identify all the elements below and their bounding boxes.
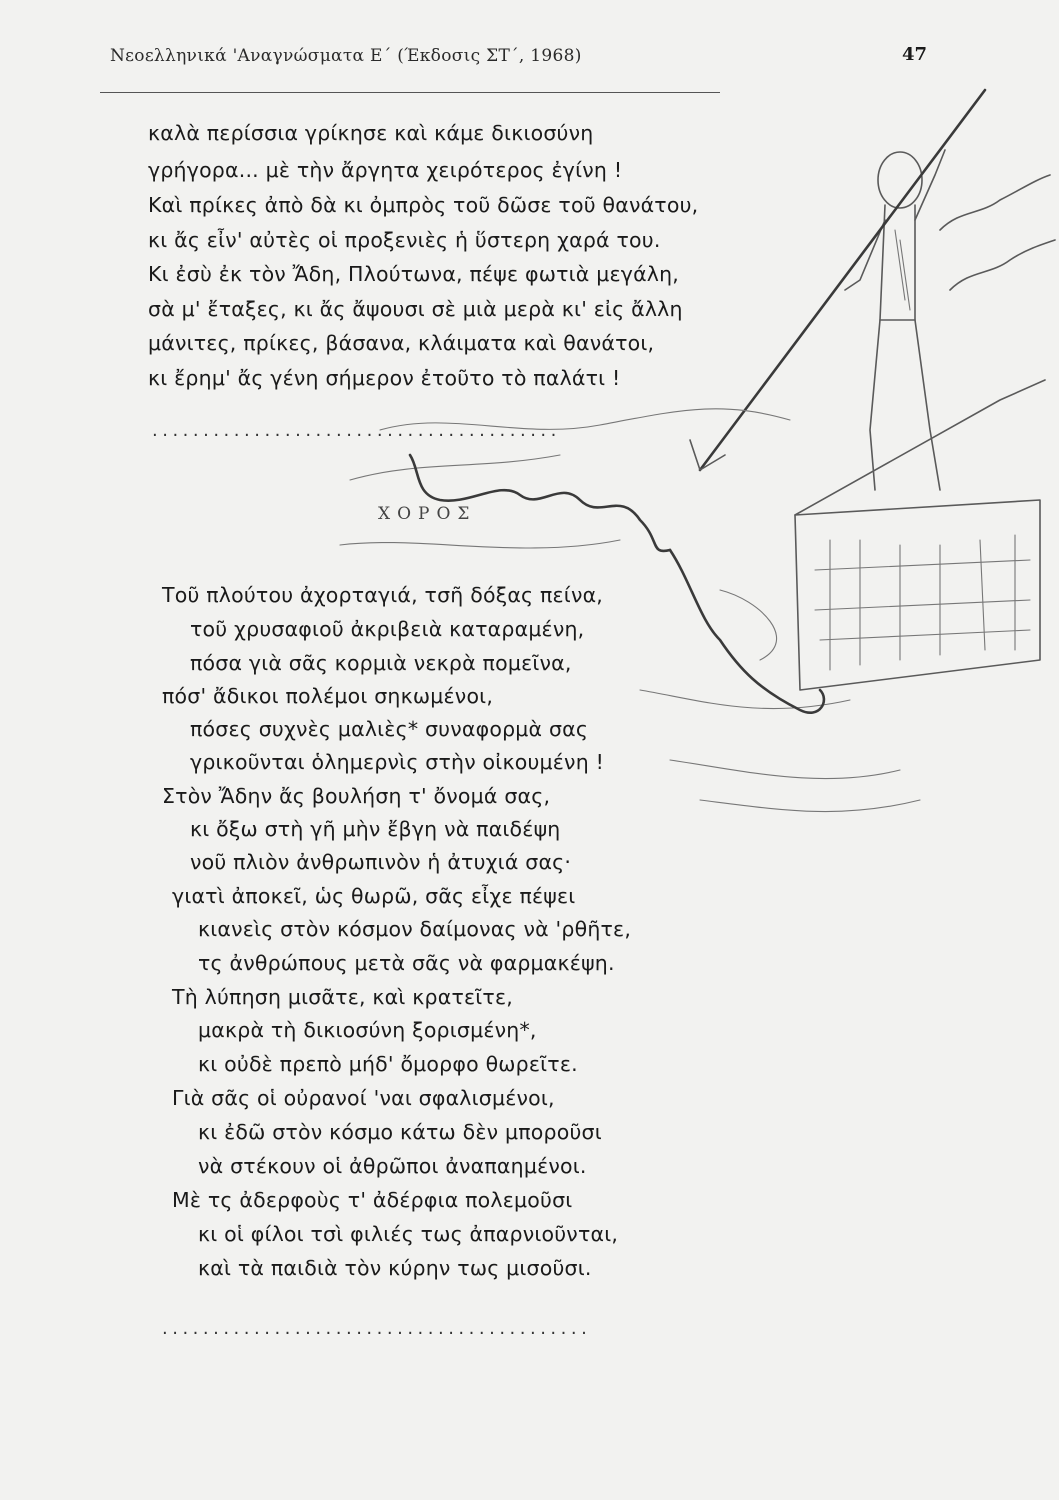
stanza-line: κι ἄς εἶν' αὐτὲς οἱ προξενιὲς ἡ ὕστερη χαρά του. [148,228,661,252]
stanza-line: Καὶ πρίκες ἀπὸ δὰ κι ὀμπρὸς τοῦ δῶσε τοῦ θανάτου, [148,193,699,217]
chorus-line: Στὸν Ἄδην ἄς βουλήση τ' ὄνομά σας, [162,784,551,808]
stanza-line: σὰ μ' ἔταξες, κι ἄς ἄψουσι σὲ μιὰ μερὰ κι' εἰς ἄλλη [148,297,683,321]
chorus-line: καὶ τὰ παιδιὰ τὸν κύρην τως μισοῦσι. [198,1256,592,1280]
page-number: 47 [902,44,928,65]
chorus-line: Μὲ τς ἀδερφοὺς τ' ἀδέρφια πολεμοῦσι [172,1188,573,1212]
header-rule [100,92,720,93]
chorus-line: Τοῦ πλούτου ἀχορταγιά, τσῆ δόξας πείνα, [162,583,604,607]
stanza-line: μάνιτες, πρίκες, βάσανα, κλάιματα καὶ θανάτοι, [148,331,655,355]
chorus-line: Τὴ λύπηση μισᾶτε, καὶ κρατεῖτε, [172,985,513,1009]
chorus-line: νὰ στέκουν οἱ ἀθρῶποι ἀναπαημένοι. [198,1154,587,1178]
stanza-line: καλὰ περίσσια γρίκησε καὶ κάμε δικιοσύνη [148,121,594,145]
stanza-line: γρήγορα... μὲ τὴν ἄργητα χειρότερος ἐγίνη ! [148,158,623,182]
chorus-line: κι ὄξω στὴ γῆ μὴν ἔβγη νὰ παιδέψη [190,817,561,841]
chorus-line: τοῦ χρυσαφιοῦ ἀκριβειὰ καταραμένη, [190,617,585,641]
chorus-heading: ΧΟΡΟΣ [378,504,477,524]
stanza-line: κι ἔρημ' ἄς γένη σήμερον ἐτοῦτο τὸ παλάτι ! [148,366,621,390]
chorus-line: πόσα γιὰ σᾶς κορμιὰ νεκρὰ πομεῖνα, [190,651,572,675]
figure-drawing [690,90,985,490]
chorus-line: κι οἱ φίλοι τσὶ φιλιές τως ἀπαρνιοῦνται, [198,1222,619,1246]
building-drawing [795,380,1045,690]
chorus-line: γιατὶ ἀποκεῖ, ὡς θωρῶ, σᾶς εἶχε πέψει [172,884,576,908]
chorus-line: νοῦ πλιὸν ἀνθρωπινὸν ἡ ἀτυχιά σας· [190,850,572,874]
closing-dots: .......................................... [162,1318,592,1339]
separator-dots: ........................................ [152,420,561,441]
chorus-line: πόσ' ἄδικοι πολέμοι σηκωμένοι, [162,684,494,708]
chorus-line: μακρὰ τὴ δικιοσύνη ξορισμένη*, [198,1018,537,1042]
stanza-line: Κι ἐσὺ ἐκ τὸν Ἄδη, Πλούτωνα, πέψε φωτιὰ μεγάλη, [148,262,680,286]
chorus-line: κι ἐδῶ στὸν κόσμο κάτω δὲν μποροῦσι [198,1120,602,1144]
chorus-line: πόσες συχνὲς μαλιὲς* συναφορμὰ σας [190,717,589,741]
chorus-line: κιανεὶς στὸν κόσμον δαίμονας νὰ 'ρθῆτε, [198,917,632,941]
chorus-line: Γιὰ σᾶς οἱ οὐρανοί 'ναι σφαλισμένοι, [172,1086,555,1110]
running-title: Νεοελληνικά 'Αναγνώσματα Ε΄ (Έκδοσις ΣΤ΄, 1968) [110,46,582,66]
chorus-line: κι οὐδὲ πρεπὸ μήδ' ὄμορφο θωρεῖτε. [198,1052,578,1076]
chorus-line: τς ἀνθρώπους μετὰ σᾶς νὰ φαρμακέψη. [198,951,615,975]
chorus-line: γρικοῦνται ὁλημερνὶς στὴν οἰκουμένη ! [190,750,605,774]
